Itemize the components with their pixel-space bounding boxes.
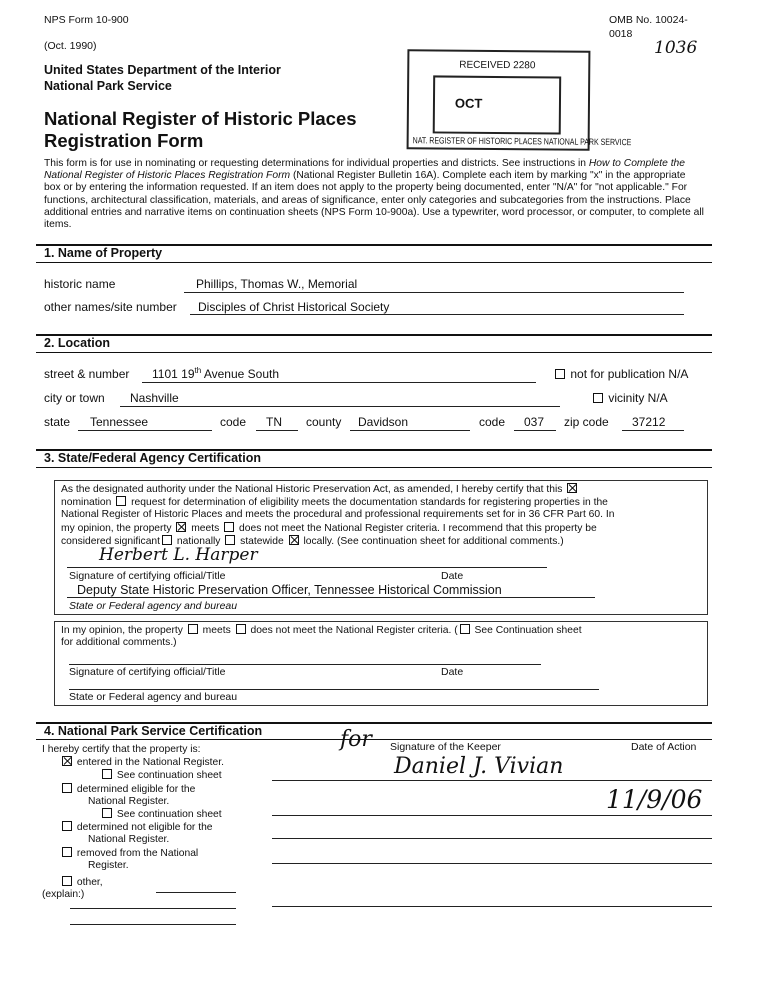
date-of-action-label: Date of Action (631, 741, 697, 753)
checkbox[interactable] (593, 393, 603, 403)
form-number: NPS Form 10-900 (44, 14, 129, 26)
statewide-checkbox[interactable] (225, 535, 235, 545)
stamp-month: OCT (454, 95, 483, 111)
state-code-label: code (220, 415, 247, 429)
street-suffix: th (194, 366, 202, 375)
removed-checkbox[interactable] (62, 847, 72, 857)
instructions (44, 158, 704, 231)
instructions-text-cont: (National Register Bulletin 16A). Complete each item by marking "x" in the appropriate box or by entering the information requested. If an item does not apply to the property being documented, enter "N/A" for "not applicable." For functions, architectural classification, materials, and areas of significance, enter only categories and subcategories from the instructions. Place additional entries and narrative items on continuation sheets (NPS Form 10-900a). Use a typewriter, word processor, or computer, to complete all items. (44, 170, 704, 231)
opinion-line: See Continuation sheet (474, 625, 582, 636)
state-code-field[interactable]: TN (266, 415, 282, 429)
opinion-line: In my opinion, the property (61, 625, 183, 636)
cert-line: request for determination of eligibility meets the documentation standards for registering properties in the (131, 497, 608, 509)
checkbox[interactable] (555, 369, 565, 379)
not-eligible-checkbox[interactable] (62, 821, 72, 831)
see-continuation-checkbox-2[interactable] (102, 808, 112, 818)
cert-line: National Register of Historic Places and meets the procedural and professional requirements set for in 36 CFR Part 60. In (61, 509, 615, 521)
other-checkbox[interactable] (62, 876, 72, 886)
page-subtitle: Registration Form (44, 130, 204, 151)
other-names-label: other names/site number (44, 300, 177, 314)
zip-field[interactable]: 37212 (632, 415, 666, 429)
opinion-line: for additional comments.) (61, 637, 177, 649)
section-2-title: 2. Location (44, 336, 110, 350)
street-field[interactable] (152, 366, 279, 381)
locally-checkbox[interactable] (289, 535, 299, 545)
nationally-checkbox[interactable] (162, 535, 172, 545)
not-for-publication[interactable] (553, 367, 688, 381)
vicinity[interactable] (591, 391, 668, 405)
option-label: National Register. (88, 834, 170, 846)
street-number: 1101 19 (152, 367, 195, 381)
request-checkbox[interactable] (116, 496, 126, 506)
historic-name-label: historic name (44, 277, 116, 291)
see-continuation-checkbox-1[interactable] (102, 769, 112, 779)
county-field[interactable]: Davidson (358, 415, 409, 429)
keeper-signature-label: Signature of the Keeper (390, 741, 501, 753)
continuation-checkbox[interactable] (460, 624, 470, 634)
option-label: See continuation sheet (116, 809, 222, 821)
option-label: determined eligible for the (76, 783, 196, 795)
section-3-title: 3. State/Federal Agency Certification (44, 451, 261, 465)
historic-name-field[interactable]: Phillips, Thomas W., Memorial (196, 277, 358, 291)
state-field[interactable]: Tennessee (90, 415, 149, 429)
opinion-line: meets (202, 625, 231, 636)
instructions-bulletin-title: How to Complete the National Register of Historic Places Registration Form (44, 158, 686, 182)
nps-certification-options (42, 744, 224, 901)
nps-intro: I hereby certify that the property is: (42, 744, 201, 755)
entered-checkbox[interactable] (62, 756, 72, 766)
certifying-signature: Herbert L. Harper (99, 545, 258, 565)
received-stamp (407, 49, 632, 151)
agency-label-2: State or Federal agency and bureau (69, 691, 238, 703)
county-label: county (306, 415, 342, 429)
option-label: Register. (88, 859, 129, 871)
signature-label: Signature of certifying official/Title (69, 570, 226, 582)
date-label: Date (441, 570, 464, 582)
city-field[interactable]: Nashville (130, 391, 179, 405)
agency: National Park Service (44, 79, 172, 93)
omb-number-cont: 0018 (609, 28, 633, 40)
agency-field[interactable]: Deputy State Historic Preservation Officer, Tennessee Historical Commission (77, 583, 502, 597)
form-date: (Oct. 1990) (44, 40, 97, 52)
stamp-bottom: NAT. REGISTER OF HISTORIC PLACES NATIONAL PARK SERVICE (412, 135, 632, 148)
not-for-publication-label: not for publication N/A (570, 367, 689, 381)
section-4-title: 4. National Park Service Certification (44, 724, 263, 738)
county-code-field[interactable]: 037 (524, 415, 545, 429)
nomination-checkbox[interactable] (567, 483, 577, 493)
opinion-box (54, 621, 708, 706)
page-title: National Register of Historic Places (44, 108, 357, 129)
cert-line: statewide (240, 535, 284, 547)
certification-text (61, 483, 701, 548)
omb-number: OMB No. 10024- (609, 14, 688, 26)
cert-line: meets (191, 522, 220, 534)
county-code-label: code (479, 415, 506, 429)
cert-line: considered significant (61, 535, 161, 547)
does-not-meet-checkbox[interactable] (224, 522, 234, 532)
eligible-checkbox[interactable] (62, 783, 72, 793)
department: United States Department of the Interior (44, 63, 281, 77)
explain-label: (explain:) (42, 889, 85, 901)
other-names-field[interactable]: Disciples of Christ Historical Society (198, 300, 390, 314)
signature-label-2: Signature of certifying official/Title (69, 666, 226, 678)
vicinity-label: vicinity N/A (608, 391, 668, 405)
cert-line: does not meet the National Register criteria. I recommend that this property be (239, 522, 597, 534)
cert-line: As the designated authority under the National Historic Preservation Act, as amended, I hereby certify that this (61, 484, 563, 495)
option-label: National Register. (88, 795, 170, 807)
cert-line: my opinion, the property (61, 522, 172, 534)
does-not-meet-checkbox-2[interactable] (236, 624, 246, 634)
option-label: entered in the National Register. (76, 757, 224, 769)
action-date: 11/9/06 (606, 785, 703, 814)
state-label: state (44, 415, 71, 429)
option-label: other, (76, 877, 103, 889)
option-label: determined not eligible for the (76, 822, 213, 834)
cert-line: locally. (See continuation sheet for additional comments.) (303, 535, 564, 547)
cert-line: nationally (176, 535, 221, 547)
agency-label: State or Federal agency and bureau (69, 600, 238, 612)
option-label: removed from the National (76, 847, 199, 859)
stamp-date-box (433, 75, 562, 134)
section-1-title: 1. Name of Property (44, 246, 163, 260)
handwritten-number: 1036 (654, 38, 698, 58)
state-certification-box (54, 480, 708, 615)
meets-checkbox-2[interactable] (188, 624, 198, 634)
opinion-line: does not meet the National Register criteria. ( (250, 625, 458, 636)
opinion-text (61, 624, 582, 649)
street-label: street & number (44, 367, 130, 381)
zip-label: zip code (564, 415, 609, 429)
cert-line: nomination (61, 497, 112, 509)
stamp-received: RECEIVED 2280 (459, 59, 536, 72)
option-label: See continuation sheet (116, 770, 222, 782)
instructions-text: This form is for use in nominating or requesting determinations for individual properties and districts. See instructions in (44, 158, 589, 169)
street-name: Avenue South (201, 367, 280, 381)
meets-checkbox[interactable] (176, 522, 186, 532)
for-annotation: for (340, 727, 372, 752)
date-label-2: Date (441, 666, 464, 678)
city-label: city or town (44, 391, 105, 405)
keeper-signature: Daniel J. Vivian (394, 754, 564, 779)
